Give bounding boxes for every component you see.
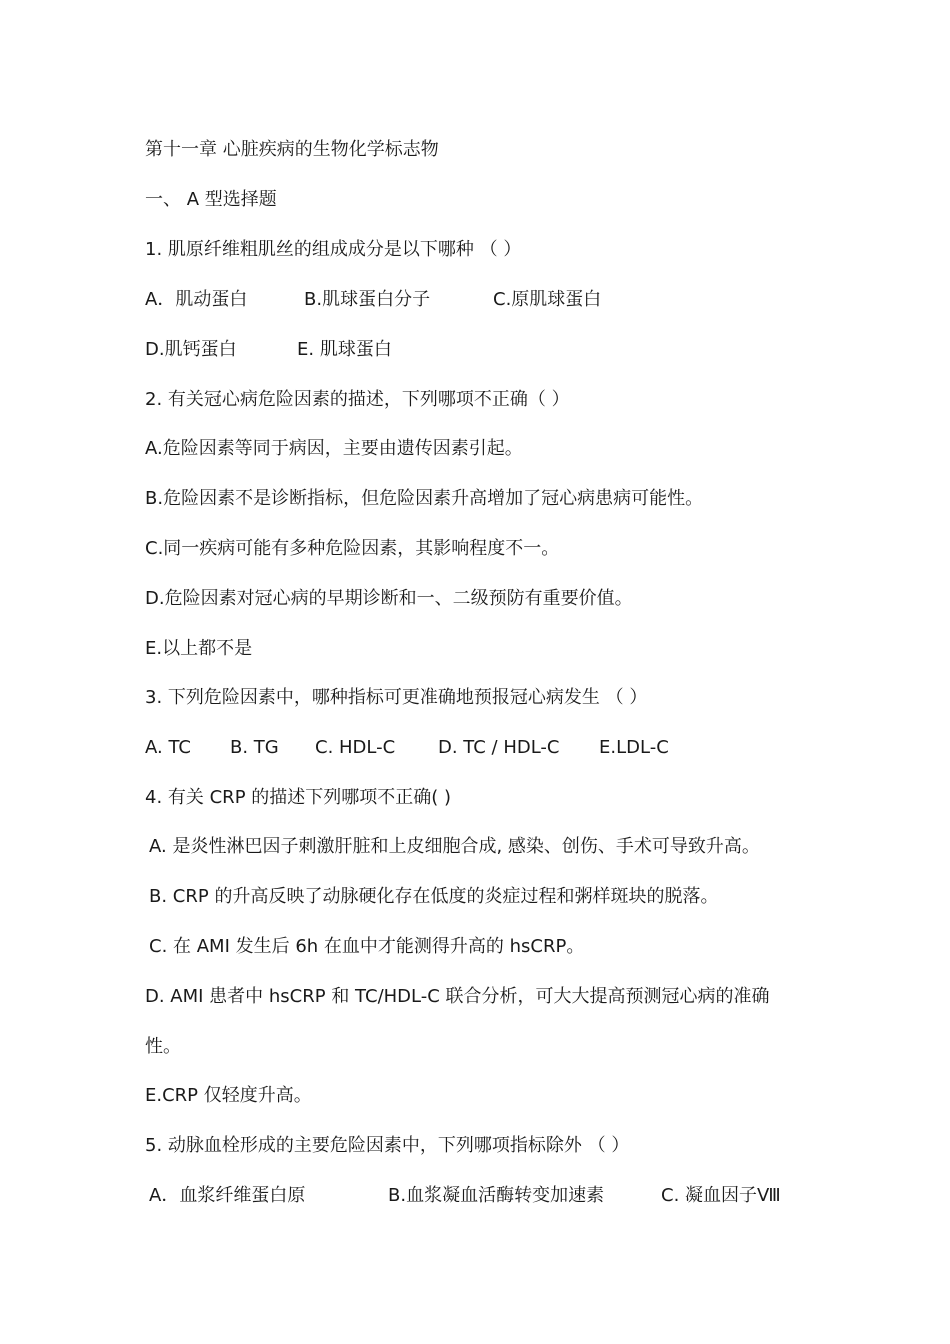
q2-option-a: A.危险因素等同于病因，主要由遗传因素引起。 bbox=[145, 438, 523, 459]
q3-option-e: E.LDL-C bbox=[599, 737, 669, 758]
chapter-title: 第十一章 心脏疾病的生物化学标志物 bbox=[145, 139, 439, 160]
q4-option-c: C. 在 AMI 发生后 6h 在血中才能测得升高的 hsCRP。 bbox=[149, 936, 585, 957]
q4-option-e: E.CRP 仅轻度升高。 bbox=[145, 1085, 312, 1106]
q4-option-d: D. AMI 患者中 hsCRP 和 TC/HDL-C 联合分析，可大大提高预测冠心病的准确 bbox=[145, 986, 770, 1007]
question-4-stem: 4. 有关 CRP 的描述下列哪项不正确( ) bbox=[145, 787, 452, 808]
q2-option-c: C.同一疾病可能有多种危险因素，其影响程度不一。 bbox=[145, 538, 560, 559]
question-1-options-row-2 bbox=[145, 338, 545, 362]
q1-option-d: D.肌钙蛋白 bbox=[145, 339, 237, 360]
q1-option-b: B.肌球蛋白分子 bbox=[304, 289, 431, 310]
q4-option-b: B. CRP 的升高反映了动脉硬化存在低度的炎症过程和粥样斑块的脱落。 bbox=[149, 886, 719, 907]
q1-option-c: C.原肌球蛋白 bbox=[493, 289, 602, 310]
q3-option-a: A. TC bbox=[145, 737, 191, 758]
q5-option-b: B.血浆凝血活酶转变加速素 bbox=[388, 1185, 605, 1206]
question-1-stem: 1. 肌原纤维粗肌丝的组成成分是以下哪种 （ ） bbox=[145, 239, 522, 260]
q3-option-c: C. HDL-C bbox=[315, 737, 396, 758]
q3-option-b: B. TG bbox=[230, 737, 279, 758]
question-3-options-row bbox=[145, 736, 765, 760]
q1-option-a: A．肌动蛋白 bbox=[145, 289, 248, 310]
q2-option-e: E.以上都不是 bbox=[145, 638, 253, 659]
question-1-options-row-1 bbox=[145, 288, 765, 312]
q2-option-b: B.危险因素不是诊断指标，但危险因素升高增加了冠心病患病可能性。 bbox=[145, 488, 704, 509]
q3-option-d: D. TC / HDL-C bbox=[438, 737, 560, 758]
q4-option-d-continued: 性。 bbox=[145, 1036, 181, 1057]
q5-option-a: A．血浆纤维蛋白原 bbox=[149, 1185, 306, 1206]
question-5-options-row bbox=[149, 1184, 809, 1208]
question-2-stem: 2. 有关冠心病危险因素的描述，下列哪项不正确（ ） bbox=[145, 389, 570, 410]
q4-option-a: A. 是炎性淋巴因子刺激肝脏和上皮细胞合成, 感染、创伤、手术可导致升高。 bbox=[149, 836, 760, 857]
q5-option-c: C. 凝血因子Ⅷ bbox=[661, 1185, 781, 1206]
question-3-stem: 3. 下列危险因素中，哪种指标可更准确地预报冠心病发生 （ ） bbox=[145, 687, 648, 708]
q2-option-d: D.危险因素对冠心病的早期诊断和一、二级预防有重要价值。 bbox=[145, 588, 633, 609]
q1-option-e: E. 肌球蛋白 bbox=[297, 339, 392, 360]
question-5-stem: 5. 动脉血栓形成的主要危险因素中，下列哪项指标除外 （ ） bbox=[145, 1135, 630, 1156]
section-title: 一、 A 型选择题 bbox=[145, 189, 277, 210]
